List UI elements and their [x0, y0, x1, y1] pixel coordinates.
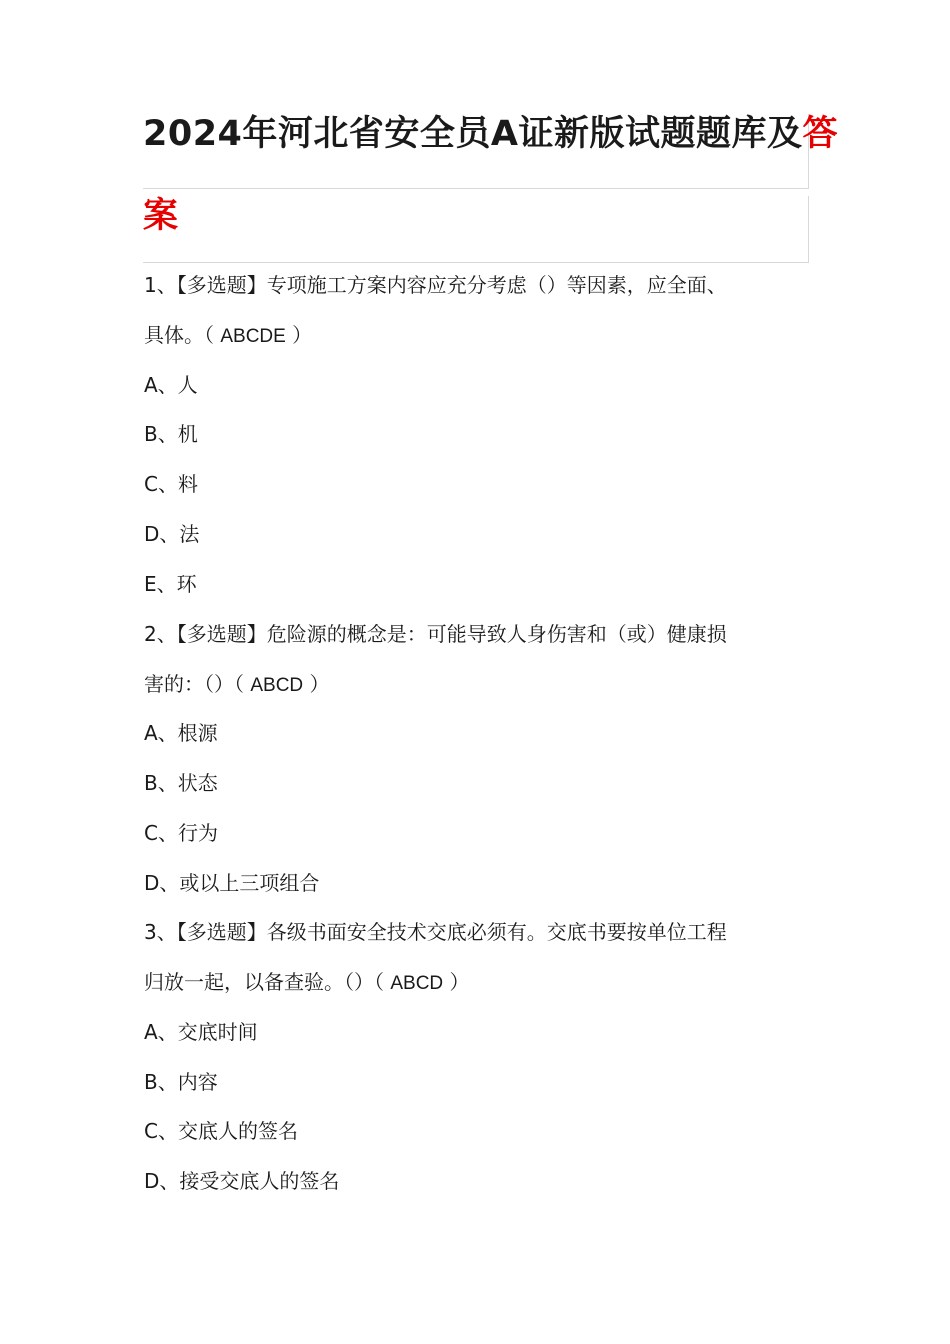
- question-2-option-d: D、或以上三项组合: [144, 871, 320, 895]
- question-3-option-c: C、交底人的签名: [144, 1119, 298, 1143]
- question-1-option-c: C、料: [144, 472, 198, 496]
- question-1-stem-line-1: 1、【多选题】专项施工方案内容应充分考虑（）等因素，应全面、: [144, 273, 727, 297]
- question-2-answer-close: ）: [303, 672, 330, 696]
- question-2-answer: ABCD: [250, 675, 304, 696]
- title-text-red-continued: 案: [143, 196, 179, 236]
- question-2-stem-line-1: 2、【多选题】危险源的概念是：可能导致人身伤害和（或）健康损: [144, 622, 727, 646]
- question-2-stem-text: 害的：（）（: [144, 672, 251, 696]
- question-3-stem-line-2: [144, 968, 814, 998]
- question-3-answer: ABCD: [390, 973, 444, 994]
- question-3-option-b: B、内容: [144, 1070, 218, 1094]
- question-1-answer-close: ）: [285, 323, 313, 347]
- question-2-option-a: A、根源: [144, 721, 218, 745]
- question-1-option-e: E、环: [144, 572, 197, 596]
- question-3-option-a: A、交底时间: [144, 1020, 258, 1044]
- question-3-answer-close: ）: [443, 970, 470, 994]
- question-1-stem-text: 具体。（: [144, 323, 221, 347]
- question-1-option-b: B、机: [144, 422, 198, 446]
- question-1-answer: ABCDE: [220, 326, 286, 347]
- question-1-option-a: A、人: [144, 373, 198, 397]
- question-2-option-c: C、行为: [144, 821, 218, 845]
- question-1-stem-line-2: [144, 321, 814, 351]
- document-title-line-1: [143, 114, 839, 189]
- title-text: 2024年河北省安全员A证新版试题题库及: [143, 114, 803, 154]
- question-2-option-b: B、状态: [144, 771, 218, 795]
- question-3-stem-line-1: 3、【多选题】各级书面安全技术交底必须有。交底书要按单位工程: [144, 920, 727, 944]
- question-2-stem-line-2: [144, 670, 814, 700]
- document-title-line-2: [143, 196, 809, 263]
- question-1-option-d: D、法: [144, 522, 200, 546]
- question-3-stem-text: 归放一起，以备查验。（）（: [144, 970, 391, 994]
- title-text-red: 答: [802, 114, 839, 154]
- question-3-option-d: D、接受交底人的签名: [144, 1169, 340, 1193]
